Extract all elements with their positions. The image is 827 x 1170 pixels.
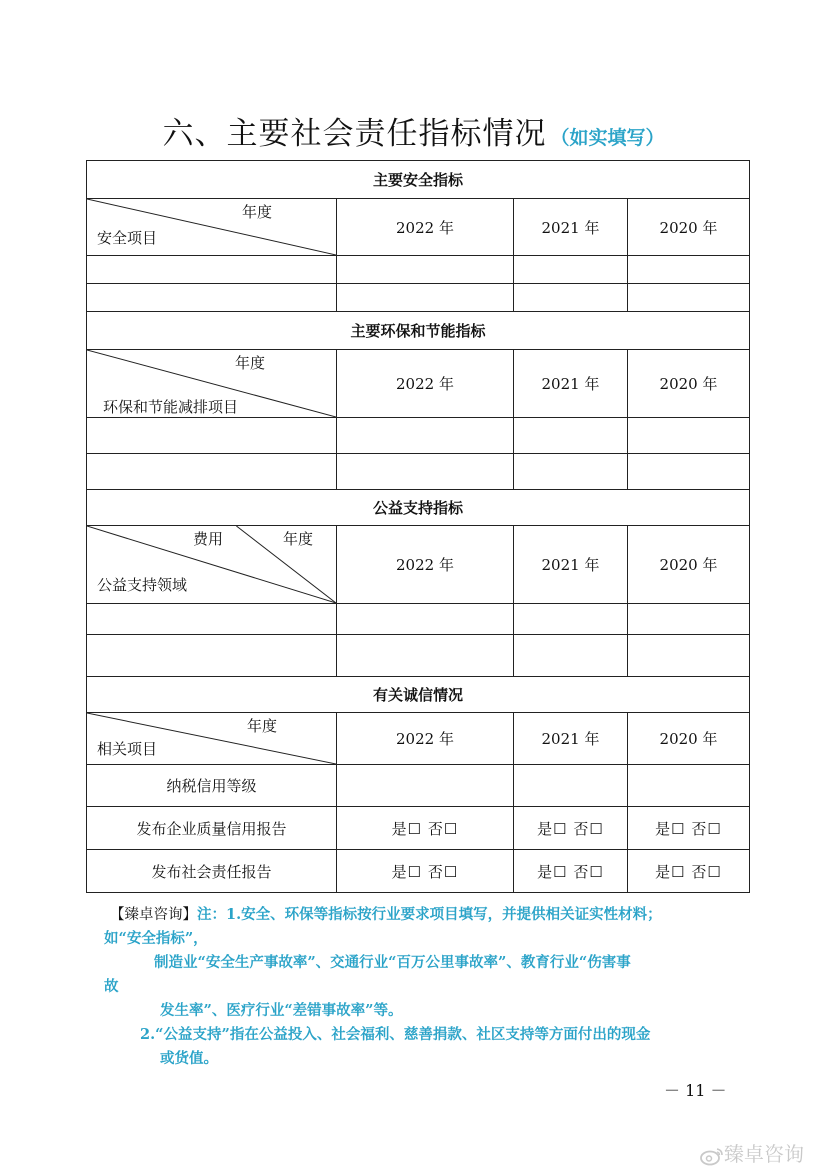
empty-cell[interactable] [628,284,750,312]
empty-cell[interactable] [628,635,750,677]
year-cell: 2021 年 [514,526,628,604]
note-line: 制造业“安全生产事故率”、交通行业“百万公里事故率”、教育行业“伤害事 [154,954,631,971]
note-line: 2.“公益支持”指在公益投入、社会福利、慈善捐款、社区支持等方面付出的现金 [140,1026,651,1043]
yes-no-checkbox[interactable]: 是☐ 否☐ [628,807,750,850]
year-cell: 2020 年 [628,526,750,604]
watermark [700,1138,804,1167]
table-row [87,635,750,677]
table-row [87,284,750,312]
year-cell: 2022 年 [337,526,514,604]
page-title [0,108,827,153]
tax-credit-label: 纳税信用等级 [87,765,337,807]
empty-cell[interactable] [514,604,628,635]
quality-report-label: 发布企业质量信用报告 [87,807,337,850]
note-line: 故 [104,978,119,995]
safety-year-row [87,199,750,256]
welfare-diagonal-header [87,526,337,604]
table-row [87,604,750,635]
welfare-header-row [87,490,750,526]
empty-cell[interactable] [514,418,628,454]
note-line [110,903,730,927]
empty-cell[interactable] [87,284,337,312]
welfare-cost-label: 费用 [193,530,224,548]
empty-cell[interactable] [337,256,514,284]
env-diagonal-header [87,350,337,418]
empty-cell[interactable] [514,454,628,490]
empty-cell[interactable] [87,256,337,284]
table-row [87,418,750,454]
title-sub: （如实填写） [550,127,665,149]
year-cell: 2020 年 [628,199,750,256]
empty-cell[interactable] [514,635,628,677]
note-text: 注：1.安全、环保等指标按行业要求项目填写，并提供相关证实性材料； [197,906,662,923]
integrity-header-row [87,677,750,713]
note-line: 或货值。 [160,1050,218,1067]
welfare-col-label: 年度 [283,530,314,548]
note-line: 如“安全指标”， [104,930,208,947]
yes-no-checkbox[interactable]: 是☐ 否☐ [337,850,514,893]
empty-cell[interactable] [87,454,337,490]
empty-cell[interactable] [87,604,337,635]
year-cell: 2020 年 [628,350,750,418]
watermark-text: 臻卓咨询 [724,1142,804,1166]
table-row [87,807,750,850]
integrity-year-row [87,713,750,765]
year-cell: 2021 年 [514,199,628,256]
integrity-col-label: 年度 [247,717,278,735]
page-number: － 11 － [664,1081,727,1100]
env-section-header: 主要环保和节能指标 [87,312,750,350]
yes-no-checkbox[interactable]: 是☐ 否☐ [514,850,628,893]
weibo-icon [700,1146,724,1166]
safety-row-label: 安全项目 [97,229,158,247]
safety-section-header: 主要安全指标 [87,161,750,199]
integrity-row-label: 相关项目 [97,740,158,758]
year-cell: 2021 年 [514,350,628,418]
year-cell: 2021 年 [514,713,628,765]
yes-no-checkbox[interactable]: 是☐ 否☐ [628,850,750,893]
env-year-row [87,350,750,418]
table-row [87,765,750,807]
empty-cell[interactable] [87,418,337,454]
table-row [87,454,750,490]
safety-col-label: 年度 [242,203,273,221]
env-header-row [87,312,750,350]
empty-cell[interactable] [514,256,628,284]
empty-cell[interactable] [628,418,750,454]
integrity-section-header: 有关诚信情况 [87,677,750,713]
footnote [104,903,730,1071]
csr-report-label: 发布社会责任报告 [87,850,337,893]
welfare-row-label: 公益支持领域 [97,576,188,594]
yes-no-checkbox[interactable]: 是☐ 否☐ [514,807,628,850]
indicator-table [86,160,750,893]
env-col-label: 年度 [235,354,266,372]
title-main: 六、主要社会责任指标情况 [162,116,547,152]
integrity-diagonal-header [87,713,337,765]
empty-cell[interactable] [628,454,750,490]
welfare-year-row [87,526,750,604]
empty-cell[interactable] [514,284,628,312]
note-line: 发生率”、医疗行业“差错事故率”等。 [160,1002,403,1019]
year-cell: 2020 年 [628,713,750,765]
note-brand: 【臻卓咨询】 [110,907,197,923]
year-cell: 2022 年 [337,713,514,765]
empty-cell[interactable] [337,284,514,312]
empty-cell[interactable] [87,635,337,677]
empty-cell[interactable] [337,635,514,677]
empty-cell[interactable] [337,418,514,454]
yes-no-checkbox[interactable]: 是☐ 否☐ [337,807,514,850]
empty-cell[interactable] [628,765,750,807]
empty-cell[interactable] [628,256,750,284]
welfare-section-header: 公益支持指标 [87,490,750,526]
empty-cell[interactable] [514,765,628,807]
empty-cell[interactable] [337,765,514,807]
empty-cell[interactable] [628,604,750,635]
env-row-label: 环保和节能减排项目 [103,398,239,416]
table-row [87,256,750,284]
year-cell: 2022 年 [337,350,514,418]
safety-header-row [87,161,750,199]
year-cell: 2022 年 [337,199,514,256]
table-row [87,850,750,893]
empty-cell[interactable] [337,604,514,635]
empty-cell[interactable] [337,454,514,490]
safety-diagonal-header [87,199,337,256]
